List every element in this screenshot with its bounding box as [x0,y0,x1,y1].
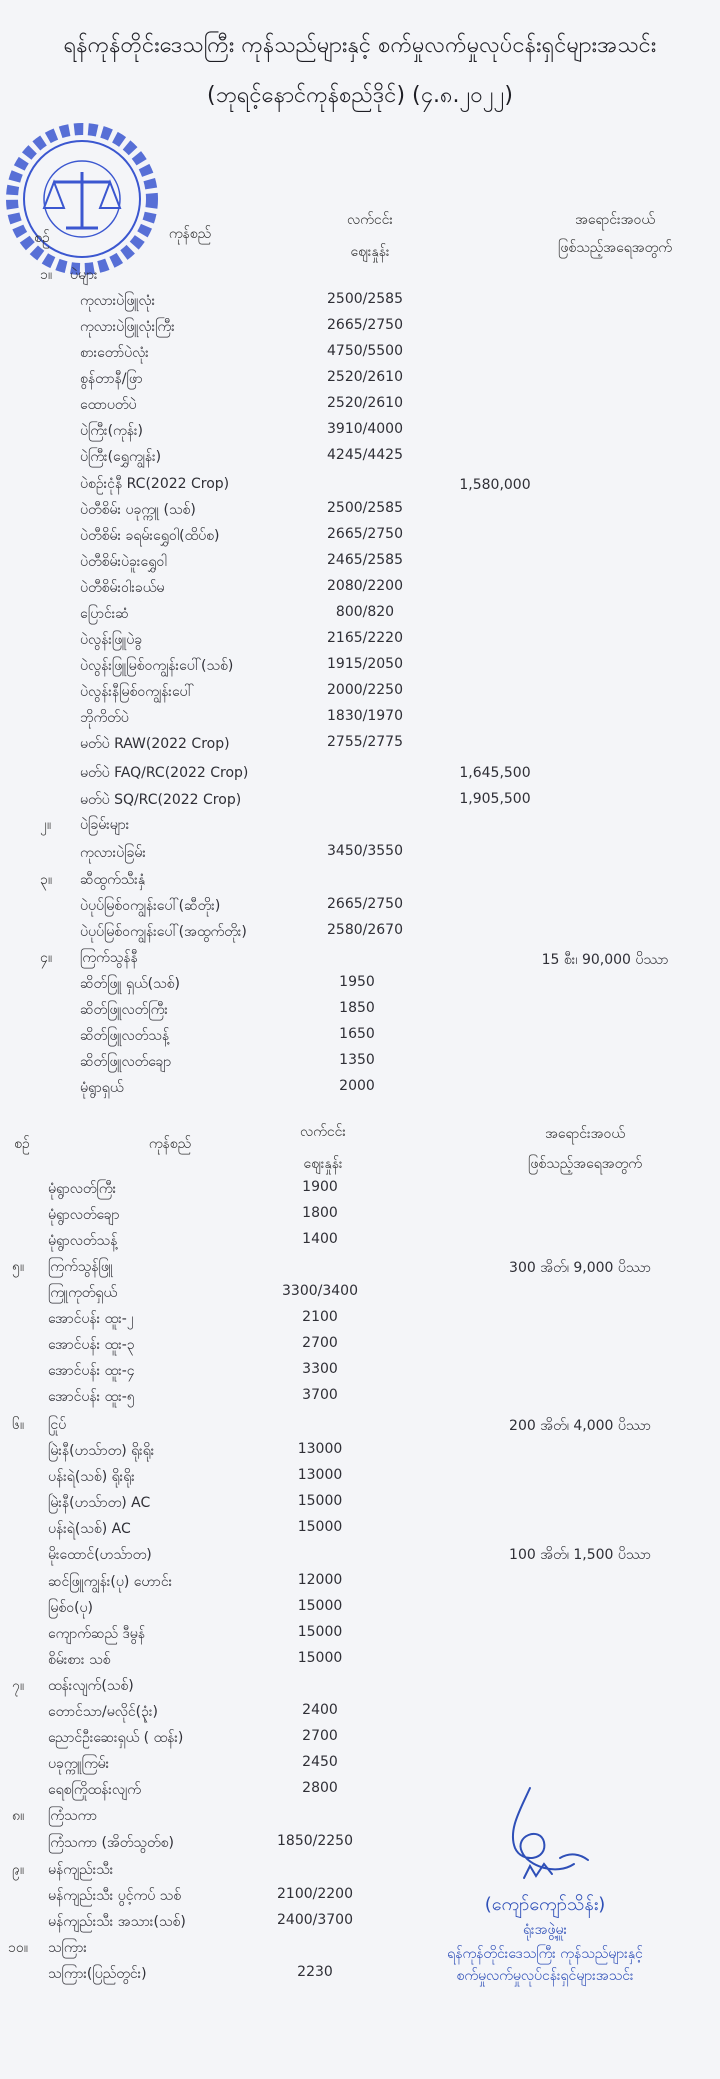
table-row-price: 2700 [302,1728,338,1744]
table-row-price: 2400/3700 [277,1912,353,1928]
table-row-number: ၆။ [12,1417,25,1433]
table-row-value: 1,580,000 [459,477,531,493]
table-row-price: 1915/2050 [327,656,403,672]
table-row-item: မြဲးနီ(ဟသ်ာတ) ရိုးရိုး [48,1443,155,1459]
table-row-price: 13000 [297,1467,343,1483]
table-row-number: ၅။ [12,1259,25,1275]
table-row-price: 2665/2750 [327,896,403,912]
header-price-line1: လက်ငင်း [347,212,393,228]
table-row-price: 2165/2220 [327,630,403,646]
header-rate-line2-2: ဖြစ်သည့်အရေအတွက် [528,1156,642,1172]
table-row-item: မုံရွာလတ်ချော [48,1207,120,1223]
table-row-number: ၃။ [40,872,53,888]
table-row-item: ပန်းရဲ(သစ်) ရိုးရိုး [48,1469,135,1485]
table-row-price: 3300/3400 [282,1283,358,1299]
table-row-price: 2800 [302,1780,338,1796]
header-no: စဉ် [34,230,50,246]
table-row-item: ပဲပုပ်မြစ်ဝကျွန်းပေါ်(အထွက်တိုး) [80,924,247,940]
table-row-price: 800/820 [335,604,395,620]
table-row-number: ၈။ [12,1808,25,1824]
table-row-item: သကြား [48,1940,87,1956]
table-row-price: 1350 [339,1052,375,1068]
table-row-item: စွန်တာနီ/ဖြာ [80,371,143,387]
table-row-price: 1900 [302,1179,338,1195]
table-row-item: ပဲလွန်းနီမြစ်ဝကျွန်းပေါ် [80,684,194,700]
table-row-price: 2755/2775 [327,734,403,750]
table-row-price: 2665/2750 [327,526,403,542]
table-row-item: အောင်ပန်း ထူး-၃ [48,1337,135,1353]
table-row-price: 2000 [339,1078,375,1094]
table-row-price: 3910/4000 [327,421,403,437]
table-row-price: 15000 [297,1519,343,1535]
table-row-price: 2520/2610 [327,369,403,385]
table-row-price: 2100 [302,1309,338,1325]
table-row-price: 3700 [302,1387,338,1403]
table-row-price: 13000 [297,1441,343,1457]
table-row-item: ကြံသကာ (အိတ်သွတ်စ) [48,1835,174,1851]
header-item: ကုန်စည် [168,226,212,242]
table-row-price: 2580/2670 [327,922,403,938]
table-row-item: ဆီထွက်သီးနှံ [80,872,146,888]
table-row-price: 2000/2250 [327,682,403,698]
table-row-number: ၉။ [12,1862,25,1878]
table-row-price: 1950 [339,974,375,990]
table-row-price: 2465/2585 [327,552,403,568]
table-row-item: မုံရွာရှယ် [80,1080,124,1096]
association-seal-icon [4,120,160,278]
header-price-line1-2: လက်ငင်း [300,1124,346,1140]
table-row-item: မန်ကျည်းသီး အသား(သစ်) [48,1914,186,1930]
table-row-price: 15000 [297,1598,343,1614]
table-row-item: မတ်ပဲ SQ/RC(2022 Crop) [80,792,242,808]
table-row-price: 2700 [302,1335,338,1351]
table-row-rate: 200 အိတ်၊ 4,000 ပိဿာ [509,1418,651,1434]
table-row-item: အောင်ပန်း ထူး-၄ [48,1363,135,1379]
table-row-item: ကုလားပဲခြမ်း [80,845,146,861]
table-row-price: 1800 [302,1205,338,1221]
table-row-item: ပဲတီစိမ်းပဲခူးရွှေဝါ [80,554,167,570]
table-row-item: ထန်းလျက်(သစ်) [48,1678,134,1694]
table-row-number: ၁။ [40,267,53,283]
table-row-item: ကုလားပဲဖြူလုံး [80,293,156,309]
table-row-item: ဆင်ဖြူကျွန်း(ပု) ဟောင်း [48,1574,173,1590]
table-row-item: အောင်ပန်း ထူး-၅ [48,1389,135,1405]
table-row-item: ပဲတီစိမ်း ခရမ်းရွှေဝါ(ထိပ်စ) [80,528,220,544]
table-row-item: ပဲလွန်းဖြူပဲခွ [80,632,143,648]
table-row-item: ကျောက်ဆည် ဒီမွန် [48,1626,146,1642]
table-row-item: ကြက်သွန်ဖြူ [48,1259,113,1275]
table-row-item: ပန်းရဲ(သစ်) AC [48,1521,131,1537]
header-rate-line1: အရောင်းအဝယ် [575,212,655,228]
table-row-price: 15000 [297,1650,343,1666]
table-row-item: ပဲတီစိမ်းဝါးခယ်မ [80,580,165,596]
table-row-rate: 300 အိတ်၊ 9,000 ပိဿာ [509,1260,651,1276]
table-row-item: ပြောင်းဆံ [80,606,129,622]
table-row-number: ၁၀။ [8,1940,28,1956]
table-row-price: 2400 [302,1702,338,1718]
table-row-price: 2520/2610 [327,395,403,411]
table-row-price: 15000 [297,1624,343,1640]
table-row-item: ပဲပုပ်မြစ်ဝကျွန်းပေါ်(ဆီတိုး) [80,898,221,914]
table-row-item: မန်ကျည်းသီး ပွင့်ကပ် သစ် [48,1888,182,1904]
table-row-item: ပဲကြီး(ကုန်း) [80,423,144,439]
table-row-item: မြဲးနီ(ဟသ်ာတ) AC [48,1495,151,1511]
table-row-item: ပဲစဉ်းငုံနီ RC(2022 Crop) [80,476,230,492]
table-row-item: ပဲတီစိမ်း ပခုက္ကူ (သစ်) [80,502,196,518]
header-rate-line1-2: အရောင်းအဝယ် [545,1126,625,1142]
table-row-item: ဆိတ်ဖြူလတ်ချော [80,1054,172,1070]
table-row-price: 3300 [302,1361,338,1377]
signatory-org-line2: စက်မှုလက်မှုလုပ်ငန်းရှင်များအသင်း [456,1968,634,1984]
table-row-item: မြစ်ဝ(ပု) [48,1600,93,1616]
table-row-item: မန်ကျည်းသီး [48,1862,114,1878]
document-title: ရန်ကုန်တိုင်းဒေသကြီး ကုန်သည်များနှင့် စက်မှုလက်မှုလုပ်ငန်းရှင်များအသင်း [63,33,657,58]
table-row-item: ညောင်ဦးဆေးရှယ် ( ထန်း) [48,1730,184,1746]
table-row-item: ကြက်သွန်နီ [80,950,138,966]
table-row-item: ထောပတ်ပဲ [80,397,137,413]
table-row-price: 4245/4425 [327,447,403,463]
header-price-line2-2: ဈေးနှုန်း [303,1156,343,1172]
table-row-item: ကုလားပဲဖြူလုံးကြီး [80,319,175,335]
signatory-name: (ကျော်ကျော်သိန်း) [484,1894,606,1915]
table-row-item: ဘိုကိတ်ပဲ [80,710,129,726]
table-row-price: 2100/2200 [277,1886,353,1902]
table-row-item: အောင်ပန်း ထူး-၂ [48,1311,134,1327]
table-row-item: သကြား(ပြည်တွင်း) [48,1966,147,1982]
table-row-item: ပဲများ [70,267,98,283]
header-rate-line2: ဖြစ်သည့်အရေအတွက် [558,240,672,256]
table-row-item: ဆိတ်ဖြူလတ်သန့် [80,1028,170,1044]
signatory-role: ရုံးအဖွဲ့မှူး [523,1922,567,1938]
table-row-item: တောင်သာ/မလိုင်(၃ုံး) [48,1704,159,1720]
table-row-value: 1,645,500 [459,765,531,781]
table-row-price: 1850/2250 [277,1833,353,1849]
table-row-item: ပခုက္ကူကြမ်း [48,1756,110,1772]
table-row-number: ၄။ [40,950,53,966]
table-row-price: 2230 [297,1964,333,1980]
table-row-item: မိုးထောင်(ဟသ်ာတ) [48,1547,152,1563]
table-row-item: ဆိတ်ဖြူ ရှယ်(သစ်) [80,976,180,992]
table-row-item: မုံရွာလတ်သန့် [48,1233,118,1249]
table-row-price: 1650 [339,1026,375,1042]
header-no-2: စဉ် [14,1136,30,1152]
header-item-2: ကုန်စည် [148,1136,192,1152]
document-subtitle: (ဘုရင့်နောင်ကုန်စည်ဒိုင်) (၄.၈.၂၀၂၂) [207,83,513,108]
table-row-price: 2500/2585 [327,500,403,516]
table-row-price: 1400 [302,1231,338,1247]
table-row-value: 1,905,500 [459,791,531,807]
table-row-price: 1830/1970 [327,708,403,724]
table-row-item: ဆိတ်ဖြူလတ်ကြီး [80,1002,168,1018]
table-row-item: ပဲကြီး(ရွှေကျွန်း) [80,449,162,465]
table-row-price: 1850 [339,1000,375,1016]
table-row-item: ပဲခြမ်းများ [80,817,130,833]
table-row-item: ရေစကြိုထန်းလျက် [48,1782,141,1798]
handwritten-signature [470,1780,610,1890]
table-row-price: 4750/5500 [327,343,403,359]
table-row-rate: 100 အိတ်၊ 1,500 ပိဿာ [509,1547,651,1563]
table-row-price: 2665/2750 [327,317,403,333]
table-row-item: မုံရွာလတ်ကြီး [48,1181,117,1197]
table-row-item: ပဲလွန်းဖြူမြစ်ဝကျွန်းပေါ်(သစ်) [80,658,234,674]
table-row-item: ကြံသကာ [48,1808,98,1824]
header-price-line2: ဈေးနှုန်း [350,244,390,260]
table-row-item: မတ်ပဲ RAW(2022 Crop) [80,736,230,752]
table-row-number: ၂။ [40,817,52,833]
table-row-price: 2080/2200 [327,578,403,594]
signatory-org-line1: ရန်ကုန်တိုင်းဒေသကြီး ကုန်သည်များနှင့် [447,1946,643,1962]
table-row-price: 2500/2585 [327,291,403,307]
table-row-price: 12000 [297,1572,343,1588]
table-row-item: မတ်ပဲ FAQ/RC(2022 Crop) [80,765,249,781]
table-row-number: ၇။ [12,1678,25,1694]
table-row-rate: 15 စီး၊ 90,000 ပိဿာ [541,952,669,968]
table-row-price: 2450 [302,1754,338,1770]
table-row-item: ငြုပ် [48,1417,67,1433]
table-row-item: ကြူကုတ်ရှယ် [48,1285,118,1301]
table-row-item: စားတော်ပဲလုံး [80,345,149,361]
table-row-price: 15000 [297,1493,343,1509]
table-row-item: စိမ်းစား သစ် [48,1652,111,1668]
table-row-price: 3450/3550 [327,843,403,859]
